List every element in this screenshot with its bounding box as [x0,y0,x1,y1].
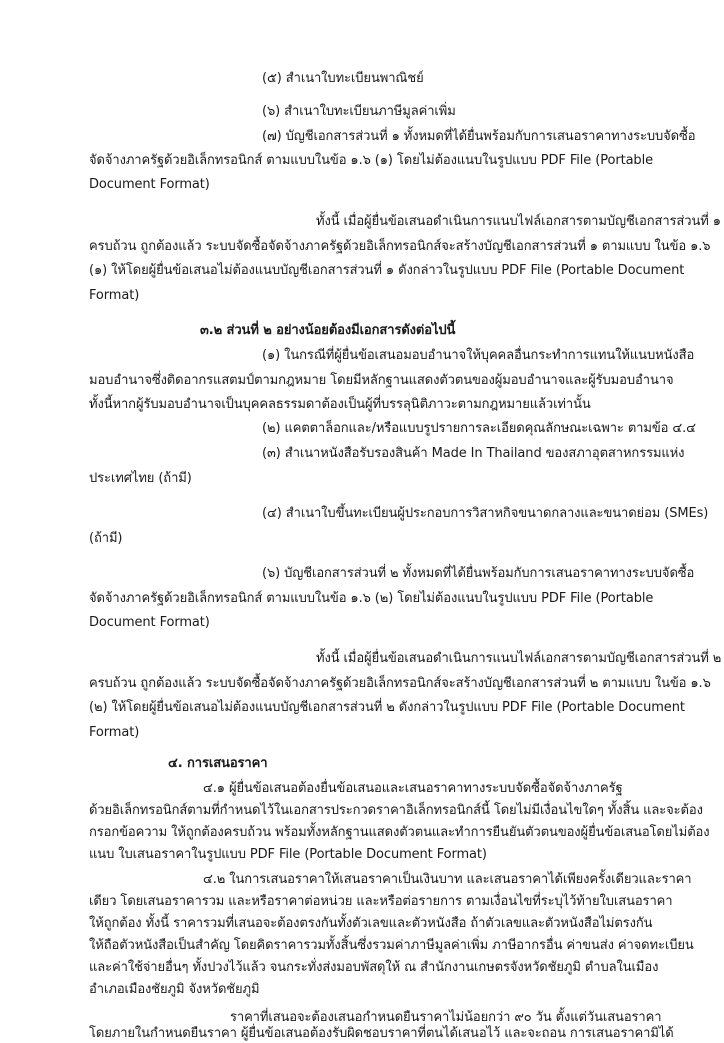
paragraph-line: Document Format) [89,177,210,192]
paragraph-line: ให้ถือตัวหนังสือเป็นสำคัญ โดยคิดราคารวมทั้งสิ้นซึ่งรวมค่าภาษีมูลค่าเพิ่ม ภาษีอากรอื่น ค่าขนส่ง ค่าจดทะเบียน [89,938,694,953]
paragraph-line: ให้ถูกต้อง ทั้งนี้ ราคารวมที่เสนอจะต้องตรงกันทั้งตัวเลขและตัวหนังสือ ถ้าตัวเลขและตัวหนังสือไม่ตรงกัน [89,916,653,931]
section-4-heading: ๔. การเสนอราคา [168,756,268,771]
paragraph-line: เดียว โดยเสนอราคารวม และหรือราคาต่อหน่วย และหรือต่อรายการ ตามเงื่อนไขที่ระบุไว้ท้ายใบเสนอราคา [89,894,673,909]
section-3-2-heading: ๓.๒ ส่วนที่ ๒ อย่างน้อยต้องมีเอกสารดังต่อไปนี้ [200,323,456,338]
paragraph-line: มอบอำนาจซึ่งติดอากรแสตมป์ตามกฎหมาย โดยมีหลักฐานแสดงตัวตนของผู้มอบอำนาจและผู้รับมอบอำนาจ [89,373,674,388]
paragraph-line: ทั้งนี้ เมื่อผู้ยื่นข้อเสนอดำเนินการแนบไฟล์เอกสารตามบัญชีเอกสารส่วนที่ ๒ [316,651,722,666]
paragraph-line: Document Format) [89,615,210,630]
paragraph-line: Format) [89,288,140,303]
paragraph-line: แนบ ใบเสนอราคาในรูปแบบ PDF File (Portable Document Format) [89,847,487,862]
section-4-1: ๔.๑ ผู้ยื่นข้อเสนอต้องยื่นข้อเสนอและเสนอราคาทางระบบจัดซื้อจัดจ้างภาครัฐ [203,781,623,796]
paragraph-line: Format) [89,725,140,740]
paragraph-line: จัดจ้างภาครัฐด้วยอิเล็กทรอนิกส์ ตามแบบในข้อ ๑.๖ (๑) โดยไม่ต้องแนบในรูปแบบ PDF File (Portable [89,153,653,168]
paragraph-line: กรอกข้อความ ให้ถูกต้องครบถ้วน พร้อมทั้งหลักฐานแสดงตัวตนและทำการยืนยันตัวตนของผู้ยื่นข้อเสนอโดยไม่ต้อง [89,825,710,840]
paragraph-line: อำเภอเมืองชัยภูมิ จังหวัดชัยภูมิ [89,982,260,997]
part2-item-2: (๒) แคตตาล็อกและ/หรือแบบรูปรายการละเอียดคุณลักษณะเฉพาะ ตามข้อ ๔.๔ [262,421,696,436]
paragraph-line: ทั้งนี้หากผู้รับมอบอำนาจเป็นบุคคลธรรมดาต้องเป็นผู้ที่บรรลุนิติภาวะตามกฎหมายแล้วเท่านั้น [89,397,591,412]
paragraph-line: (๒) ให้โดยผู้ยื่นข้อเสนอไม่ต้องแนบบัญชีเอกสารส่วนที่ ๒ ดังกล่าวในรูปแบบ PDF File (Portable Document [89,700,685,715]
paragraph-line: ครบถ้วน ถูกต้องแล้ว ระบบจัดซื้อจัดจ้างภาครัฐด้วยอิเล็กทรอนิกส์จะสร้างบัญชีเอกสารส่วนที่ ๒ ตามแบบ ในข้อ ๑.๖ [89,676,711,691]
part2-item-6: (๖) บัญชีเอกสารส่วนที่ ๒ ทั้งหมดที่ได้ยื่นพร้อมกับการเสนอราคาทางระบบจัดซื้อ [262,566,695,581]
part2-item-4: (๔) สำเนาใบขึ้นทะเบียนผู้ประกอบการวิสาหกิจขนาดกลางและขนาดย่อม (SMEs) [262,506,709,521]
item-7-document-list-part1: (๗) บัญชีเอกสารส่วนที่ ๑ ทั้งหมดที่ได้ยื่นพร้อมกับการเสนอราคาทางระบบจัดซื้อ [262,129,696,144]
paragraph-line: ทั้งนี้ เมื่อผู้ยื่นข้อเสนอดำเนินการแนบไฟล์เอกสารตามบัญชีเอกสารส่วนที่ ๑ [316,214,721,229]
paragraph-line: ประเทศไทย (ถ้ามี) [89,471,192,486]
paragraph-line: และค่าใช้จ่ายอื่นๆ ทั้งปวงไว้แล้ว จนกระทั่งส่งมอบพัสดุให้ ณ สำนักงานเกษตรจังหวัดชัยภูมิ ตำบลในเมือง [89,960,659,975]
paragraph-line: (ถ้ามี) [89,531,123,546]
paragraph-line: ด้วยอิเล็กทรอนิกส์ตามที่กำหนดไว้ในเอกสารประกวดราคาอิเล็กทรอนิกส์นี้ โดยไม่มีเงื่อนไขใดๆ ทั้งสิ้น และจะต้อง [89,803,703,818]
paragraph-line: ครบถ้วน ถูกต้องแล้ว ระบบจัดซื้อจัดจ้างภาครัฐด้วยอิเล็กทรอนิกส์จะสร้างบัญชีเอกสารส่วนที่ ๑ ตามแบบ ในข้อ ๑.๖ [89,239,711,254]
paragraph-line: (๑) ให้โดยผู้ยื่นข้อเสนอไม่ต้องแนบบัญชีเอกสารส่วนที่ ๑ ดังกล่าวในรูปแบบ PDF File (Portable Document [89,263,685,278]
part2-item-1: (๑) ในกรณีที่ผู้ยื่นข้อเสนอมอบอำนาจให้บุคคลอื่นกระทำการแทนให้แนบหนังสือ [262,348,695,363]
section-4-2: ๔.๒ ในการเสนอราคาให้เสนอราคาเป็นเงินบาท และเสนอราคาได้เพียงครั้งเดียวและราคา [203,872,692,887]
item-6-vat-registration: (๖) สำเนาใบทะเบียนภาษีมูลค่าเพิ่ม [262,104,456,119]
paragraph-line: โดยภายในกำหนดยืนราคา ผู้ยื่นข้อเสนอต้องรับผิดชอบราคาที่ตนได้เสนอไว้ และจะถอน การเสนอราคามิได้ [89,1026,674,1041]
part2-item-3: (๓) สำเนาหนังสือรับรองสินค้า Made In Thailand ของสภาอุตสาหกรรมแห่ง [262,446,685,461]
paragraph-line: จัดจ้างภาครัฐด้วยอิเล็กทรอนิกส์ ตามแบบในข้อ ๑.๖ (๒) โดยไม่ต้องแนบในรูปแบบ PDF File (Portable [89,591,654,606]
price-validity-line: ราคาที่เสนอจะต้องเสนอกำหนดยืนราคาไม่น้อยกว่า ๙๐ วัน ตั้งแต่วันเสนอราคา [230,1010,662,1025]
item-5-commercial-registration: (๕) สำเนาใบทะเบียนพาณิชย์ [262,71,424,86]
